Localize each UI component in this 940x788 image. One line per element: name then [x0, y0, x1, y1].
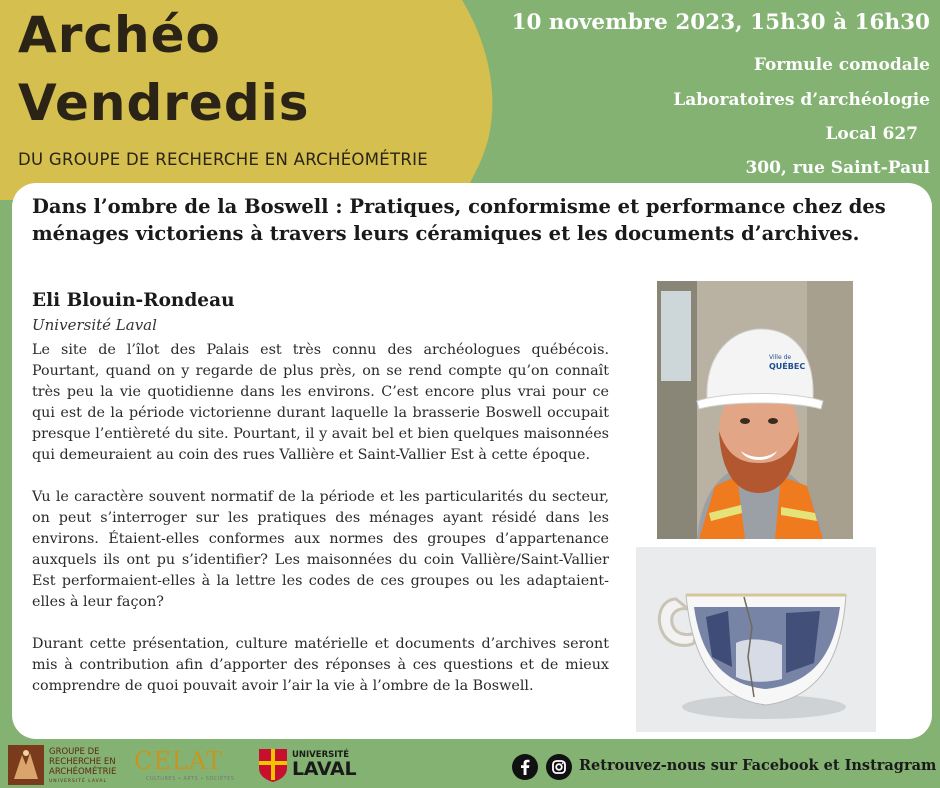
event-place: Laboratoires d’archéologie [673, 90, 930, 110]
event-format: Formule comodale [753, 55, 930, 75]
universite-laval-crest-icon [258, 748, 288, 782]
helmet-logo-text-1: Ville de [769, 354, 792, 361]
celat-logo: CELAT [134, 747, 223, 775]
event-date: 10 novembre 2023, 15h30 à 16h30 [511, 10, 930, 35]
social-media-text: Retrouvez-nous sur Facebook et Instragram [579, 757, 937, 774]
instagram-icon[interactable] [546, 754, 572, 780]
event-address: 300, rue Saint-Paul [745, 158, 930, 178]
speaker-affiliation: Université Laval [32, 316, 157, 334]
archeometry-group-logo-icon [8, 745, 44, 785]
universite-laval-logo-line2: LAVAL [292, 758, 357, 780]
event-title-line2: Vendredis [18, 74, 310, 132]
speaker-name: Eli Blouin-Rondeau [32, 290, 235, 311]
celat-logo-subtitle: CULTURES • ARTS • SOCIÉTÉS [146, 776, 235, 782]
teacup-photo [636, 547, 876, 732]
universite-laval-logo-line1: UNIVERSITÉ [292, 750, 349, 760]
facebook-icon[interactable] [512, 754, 538, 780]
talk-abstract [32, 340, 609, 718]
abstract-paragraph-3: Durant cette présentation, culture matérielle et documents d’archives seront mis à contribution afin d’apporter des réponses à ces questions et de mieux comprendre de quoi pouvait avoir l’air la vie à l’ombre de la Boswell. [32, 636, 609, 694]
event-subtitle: DU GROUPE DE RECHERCHE EN ARCHÉOMÉTRIE [18, 150, 429, 169]
event-room: Local 627 [825, 124, 918, 144]
talk-title: Dans l’ombre de la Boswell : Pratiques, conformisme et performance chez des ménages victoriens à travers leurs céramiques et les documents d’archives. [32, 195, 886, 245]
archeometry-group-logo-text: GROUPE DE RECHERCHE EN ARCHÉOMÉTRIE UNIVERSITÉ LAVAL [49, 747, 117, 784]
speaker-photo [657, 281, 853, 539]
event-title-line1: Archéo [18, 6, 221, 64]
abstract-paragraph-2: Vu le caractère souvent normatif de la période et les particularités du secteur, on peut s’interroger sur les pratiques des ménages ayant résidé dans les environs. Étaient-elles conformes aux normes des groupes d’appartenance auxquels ils ont pu s’identifier? Les maisonnées du coin Vallière/Saint-Vallier Est performaient-elles à la lettre les codes de ces groupes ou les adaptaient-elles à leur façon? [32, 489, 609, 610]
helmet-logo-text-2: QUÉBEC [769, 362, 806, 371]
abstract-paragraph-1: Le site de l’îlot des Palais est très connu des archéologues québécois. Pourtant, quand on y regarde de plus près, on se rend compte qu’on connaît très peu la vie quotidienne dans les environs. C’est encore plus vrai pour ce qui est de la période victorienne durant laquelle la brasserie Boswell occupait presque l’entièreté du site. Pourtant, il y avait bel et bien quelques maisonnées qui demeuraient au coin des rues Vallière et Saint-Vallier Est à cette époque. [32, 342, 609, 463]
